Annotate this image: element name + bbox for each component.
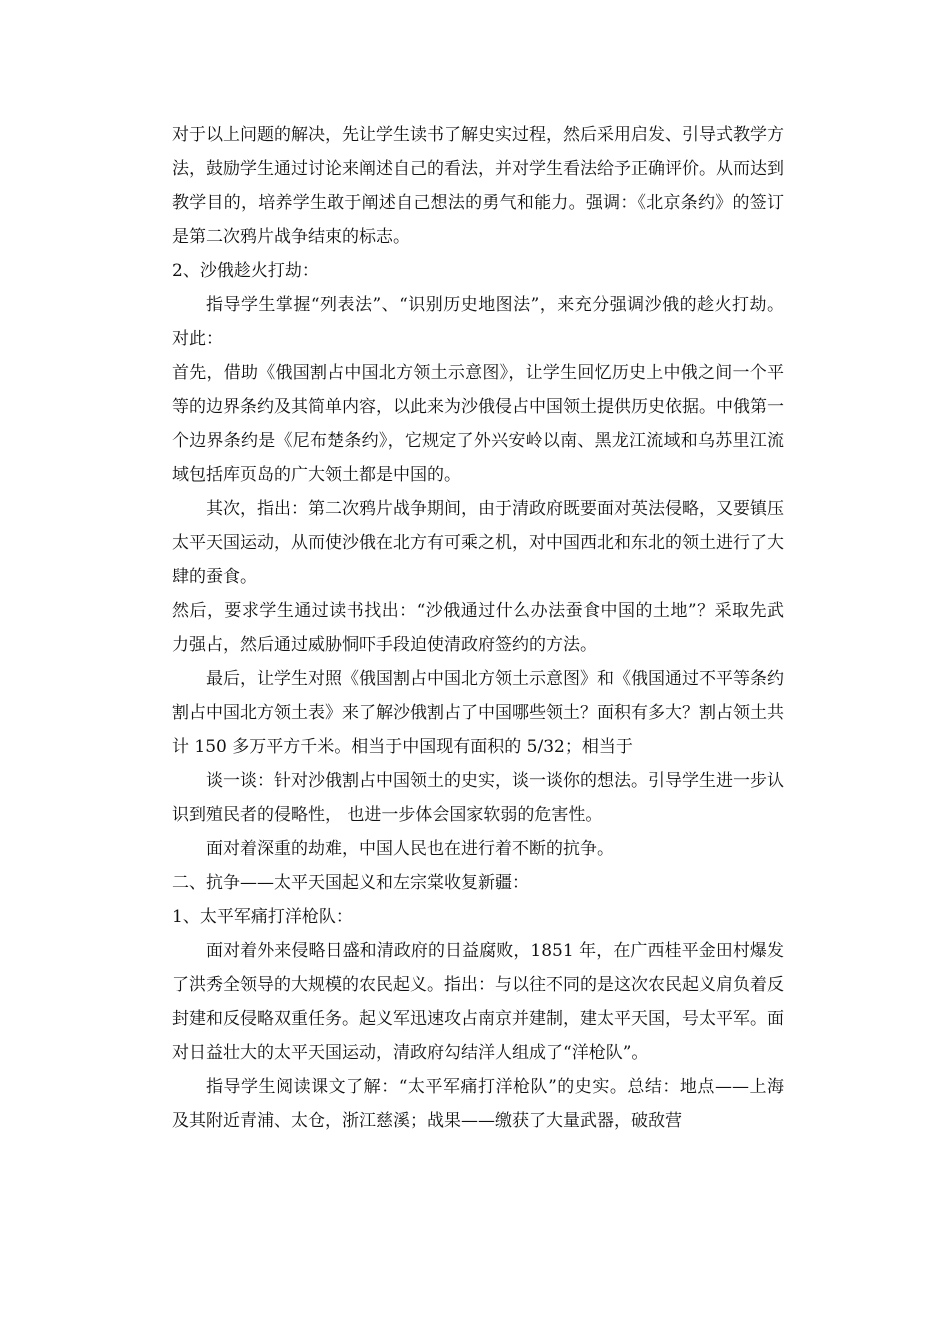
paragraph-taiping-uprising: 面对着外来侵略日盛和清政府的日益腐败，1851 年，在广西桂平金田村爆发了洪秀全领导的大规模的农民起义。指出：与以往不同的是这次农民起义肩负着反封建和反侵略双重任务。起义军迅速攻占南京并建制，建太平天国，号太平军。面对日益壮大的太平天国运动，清政府勾结洋人组成了“洋枪队”。 — [172, 941, 784, 1063]
paragraph-first: 首先，借助《俄国割占中国北方领土示意图》，让学生回忆历史上中俄之间一个平等的边界条约及其简单内容，以此来为沙俄侵占中国领土提供历史依据。中俄第一个边界条约是《尼布楚条约》，它规定了外兴安岭以南、黑龙江流域和乌苏里江流域包括库页岛的广大领土都是中国的。 — [172, 363, 784, 485]
heading-russia-plunder: 2、沙俄趁火打劫： — [172, 261, 319, 281]
paragraph-discussion-method: 对于以上问题的解决，先让学生读书了解史实过程，然后采用启发、引导式教学方法，鼓励学生通过讨论来阐述自己的看法，并对学生看法给予正确评价。从而达到教学目的，培养学生敢于阐述自己想法的勇气和能力。强调：《北京条约》的签订是第二次鸦片战争结束的标志。 — [172, 125, 784, 247]
paragraph-list-method: 指导学生掌握“列表法”、“识别历史地图法”，来充分强调沙俄的趁火打劫。对此： — [172, 295, 784, 349]
paragraph-finally: 最后，让学生对照《俄国割占中国北方领土示意图》和《俄国通过不平等条约割占中国北方领土表》来了解沙俄割占了中国哪些领土？面积有多大？割占领土共计 150 多万平方千米。相当于中国现有面积的 5/32；相当于 — [172, 669, 784, 757]
paragraph-struggle-intro: 面对着深重的劫难，中国人民也在进行着不断的抗争。 — [206, 839, 614, 859]
paragraph-taiping-summary: 指导学生阅读课文了解：“太平军痛打洋枪队”的史实。总结：地点——上海及其附近青浦、太仓，浙江慈溪；战果——缴获了大量武器，破敌营 — [172, 1077, 784, 1131]
paragraph-then: 然后，要求学生通过读书找出：“沙俄通过什么办法蚕食中国的土地”？采取先武力强占，然后通过威胁恫吓手段迫使清政府签约的方法。 — [172, 601, 784, 655]
paragraph-talk: 谈一谈：针对沙俄割占中国领土的史实，谈一谈你的想法。引导学生进一步认识到殖民者的侵略性， 也进一步体会国家软弱的危害性。 — [172, 771, 784, 825]
document-page — [172, 118, 784, 1138]
heading-section-two: 二、抗争——太平天国起义和左宗棠收复新疆： — [172, 873, 529, 893]
paragraph-second: 其次，指出：第二次鸦片战争期间，由于清政府既要面对英法侵略，又要镇压太平天国运动，从而使沙俄在北方有可乘之机，对中国西北和东北的领土进行了大肆的蚕食。 — [172, 499, 784, 587]
heading-taiping: 1、太平军痛打洋枪队： — [172, 907, 353, 927]
